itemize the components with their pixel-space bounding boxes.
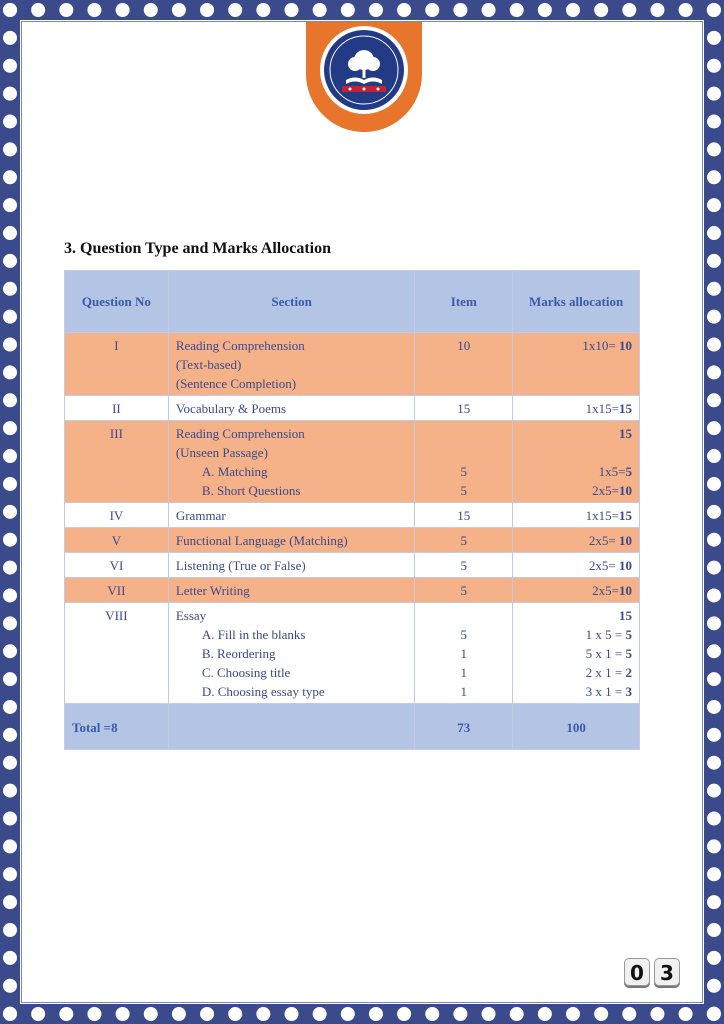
total-row (65, 704, 640, 750)
section-cell (168, 603, 415, 704)
section-subline: B. Reordering (201, 646, 276, 661)
table-row (65, 503, 640, 528)
total-section (168, 704, 415, 750)
item-value: 5 (460, 483, 468, 498)
section-line: Essay (175, 608, 207, 623)
header-marks: Marks allocation (513, 271, 640, 333)
table-row (65, 528, 640, 553)
item-value (415, 424, 512, 443)
section-line: Listening (True or False) (175, 558, 306, 573)
marks-value: 2x5= 10 (588, 558, 632, 573)
marks-value: 15 (619, 426, 632, 441)
item-value: 15 (457, 508, 471, 523)
section-line: (Sentence Completion) (175, 376, 297, 391)
total-label: Total =8 (65, 704, 169, 750)
marks-value: 3 x 1 = 3 (585, 684, 632, 699)
section-cell (168, 578, 415, 603)
item-value (415, 443, 512, 462)
item-value: 5 (460, 533, 468, 548)
section-line: Reading Comprehension (175, 338, 305, 353)
section-line: (Unseen Passage) (175, 445, 268, 460)
item-cell (415, 503, 513, 528)
question-no: VII (65, 578, 169, 603)
section-heading: 3. Question Type and Marks Allocation (64, 240, 331, 257)
table-row (65, 333, 640, 396)
question-no: V (65, 528, 169, 553)
table-row (65, 578, 640, 603)
item-cell (415, 421, 513, 503)
marks-value: 2x5=10 (592, 583, 632, 598)
marks-cell (513, 603, 640, 704)
item-cell (415, 578, 513, 603)
item-cell (415, 396, 513, 421)
page-number (624, 958, 680, 986)
logo-emblem (324, 30, 404, 110)
section-cell (168, 528, 415, 553)
item-value: 1 (460, 646, 468, 661)
marks-cell (513, 333, 640, 396)
section-subline: D. Choosing essay type (201, 684, 325, 699)
item-value: 5 (460, 464, 468, 479)
marks-cell (513, 553, 640, 578)
question-no: II (65, 396, 169, 421)
marks-value: 15 (619, 608, 632, 623)
section-subline: A. Matching (201, 464, 268, 479)
marks-cell (513, 396, 640, 421)
tree-book-icon (324, 30, 404, 110)
marks-cell (513, 503, 640, 528)
item-cell (415, 333, 513, 396)
item-value: 1 (460, 665, 468, 680)
marks-value: 1 x 5 = 5 (585, 627, 632, 642)
item-cell (415, 528, 513, 553)
section-line: Letter Writing (175, 583, 250, 598)
table-row (65, 603, 640, 704)
section-line: Reading Comprehension (175, 426, 305, 441)
total-item: 73 (415, 704, 513, 750)
section-subline: B. Short Questions (201, 483, 301, 498)
item-cell (415, 603, 513, 704)
page-digit: 0 (624, 958, 650, 986)
marks-value: 2x5= 10 (588, 533, 632, 548)
section-line: Vocabulary & Poems (175, 401, 287, 416)
marks-value: 1x15=15 (585, 401, 632, 416)
table-row (65, 421, 640, 503)
header-item: Item (415, 271, 513, 333)
school-logo (306, 22, 422, 132)
marks-cell (513, 578, 640, 603)
question-no: IV (65, 503, 169, 528)
header-question-no: Question No (65, 271, 169, 333)
total-marks: 100 (513, 704, 640, 750)
marks-value: 2x5=10 (592, 483, 632, 498)
header-section: Section (168, 271, 415, 333)
marks-value: 1x15=15 (585, 508, 632, 523)
section-subline: C. Choosing title (201, 665, 291, 680)
marks-value: 1x10= 10 (582, 338, 632, 353)
item-value: 10 (457, 338, 471, 353)
marks-value: 2 x 1 = 2 (585, 665, 632, 680)
marks-allocation-table (64, 270, 640, 750)
table-row (65, 396, 640, 421)
section-line: (Text-based) (175, 357, 242, 372)
item-cell (415, 553, 513, 578)
item-value: 1 (460, 684, 468, 699)
marks-value (513, 443, 632, 462)
marks-value: 5 x 1 = 5 (585, 646, 632, 661)
section-subline: A. Fill in the blanks (201, 627, 306, 642)
marks-cell (513, 528, 640, 553)
item-value: 5 (460, 583, 468, 598)
question-no: VI (65, 553, 169, 578)
section-cell (168, 503, 415, 528)
section-cell (168, 553, 415, 578)
section-cell (168, 396, 415, 421)
question-no: III (65, 421, 169, 503)
page-digit: 3 (654, 958, 680, 986)
section-cell (168, 421, 415, 503)
section-cell (168, 333, 415, 396)
question-no: I (65, 333, 169, 396)
item-value (415, 606, 512, 625)
item-value: 5 (460, 627, 468, 642)
marks-cell (513, 421, 640, 503)
item-value: 15 (457, 401, 471, 416)
table-header-row (65, 271, 640, 333)
item-value: 5 (460, 558, 468, 573)
table-row (65, 553, 640, 578)
question-no: VIII (65, 603, 169, 704)
marks-value: 1x5=5 (598, 464, 632, 479)
section-line: Grammar (175, 508, 226, 523)
section-line: Functional Language (Matching) (175, 533, 348, 548)
